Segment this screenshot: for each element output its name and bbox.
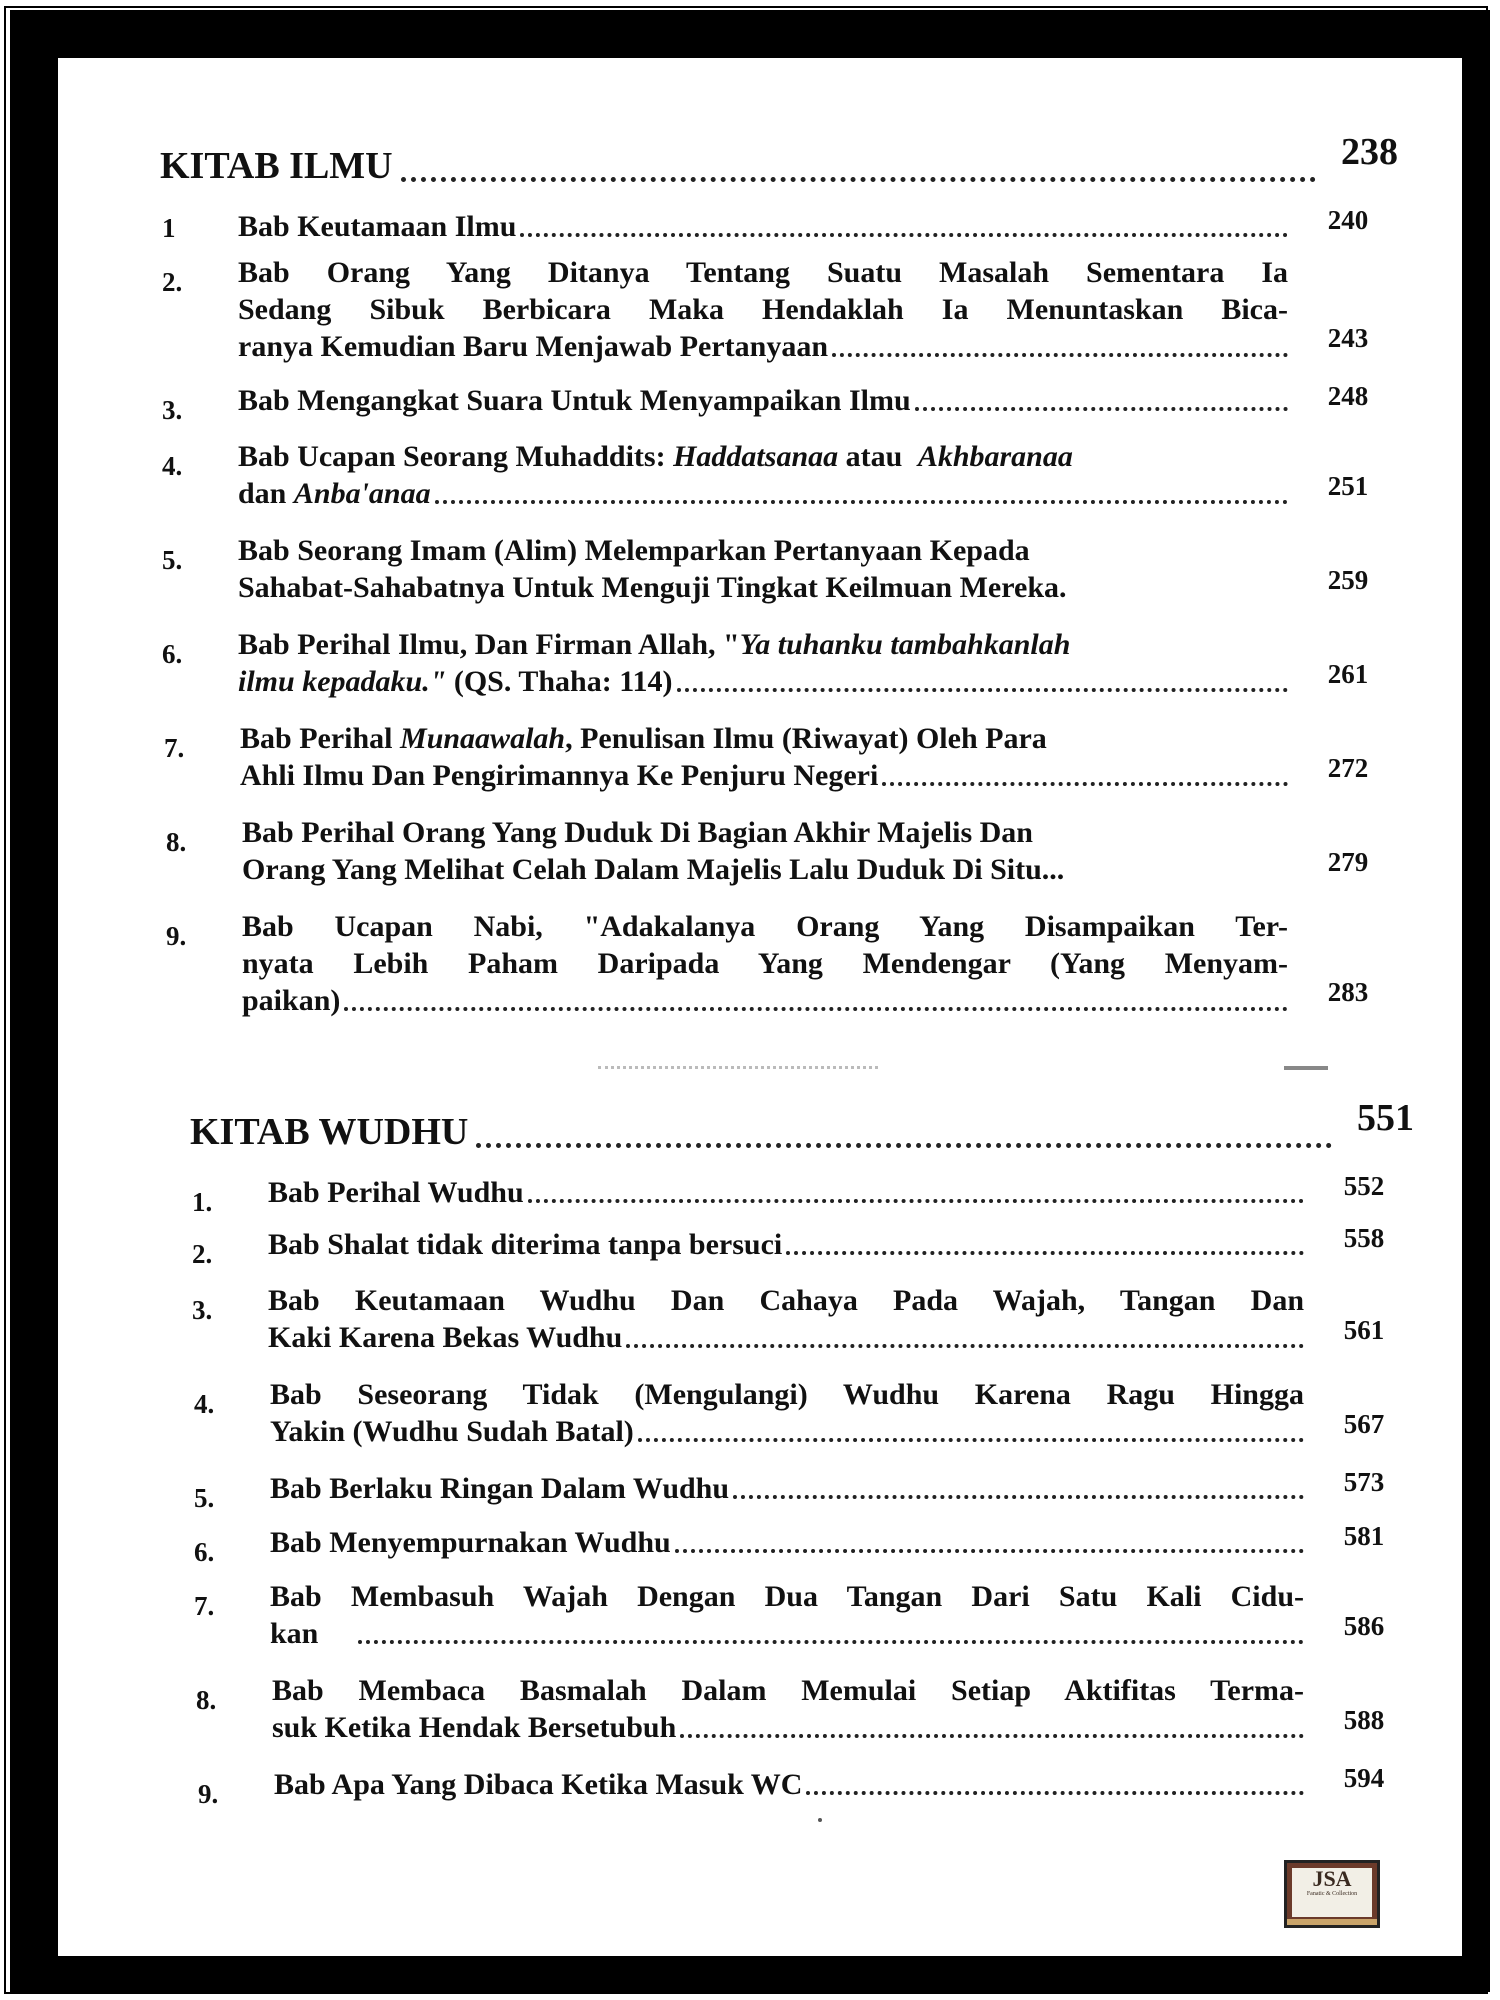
entry-number: 6. [162,639,183,669]
toc-entry[interactable] [166,814,1388,894]
entry-page-number: 586 [1343,1611,1385,1641]
print-speck [818,1818,822,1822]
section-heading [160,131,1398,194]
page-sheet [58,58,1462,1956]
dot-leader [733,1495,1304,1499]
entry-title-line: dan Anba'anaa [238,477,431,510]
entry-page-number: 279 [1327,847,1369,877]
entry-page-number: 272 [1327,753,1369,783]
entry-title-line: Bab Ucapan Seorang Muhaddits: Haddatsanaa atau Akhbaranaa [238,440,1073,473]
entry-title-line: kan [270,1617,319,1650]
entry-title-line: Bab Orang Yang Ditanya Tentang Suatu Masalah Sementara Ia [238,256,1288,289]
entry-title: Bab Berlaku Ringan Dalam Wudhu [270,1472,730,1505]
dot-leader [401,177,1316,182]
entry-title-line: suk Ketika Hendak Bersetubuh [272,1711,677,1744]
entry-number: 3. [192,1295,213,1325]
section-heading [190,1097,1414,1160]
toc-entry[interactable] [162,205,1388,248]
dot-leader [882,782,1288,786]
entry-title-line: Bab Membaca Basmalah Dalam Memulai Setiap Aktifitas Terma- [272,1674,1304,1707]
dot-leader [528,1199,1304,1203]
toc-entry[interactable] [162,382,1388,424]
entry-page-number: 558 [1343,1223,1385,1253]
dot-leader [915,407,1288,411]
toc-entry[interactable] [194,1521,1404,1567]
entry-title-line: Bab Perihal Orang Yang Duduk Di Bagian Akhir Majelis Dan [242,816,1033,849]
entry-title-line: Bab Perihal Ilmu, Dan Firman Allah, "Ya tuhanku tambahkanlah [238,628,1071,661]
entry-title-line: ranya Kemudian Baru Menjawab Pertanyaan [238,330,829,363]
section-page-number: 551 [1357,1097,1414,1139]
entry-number: 8. [196,1685,217,1715]
dot-leader [520,233,1288,237]
entry-number: 8. [166,827,187,857]
toc-entry[interactable] [162,532,1388,612]
entry-title-line: Ahli Ilmu Dan Pengirimannya Ke Penjuru Negeri [240,759,879,792]
entry-title-line: Bab Seorang Imam (Alim) Melemparkan Pertanyaan Kepada [238,534,1030,567]
entry-title-line: Kaki Karena Bekas Wudhu [268,1321,623,1354]
entry-title-line: Bab Membasuh Wajah Dengan Dua Tangan Dari Satu Kali Cidu- [270,1580,1304,1613]
logo-tagline: Fanatic & Collection [1306,1891,1358,1897]
toc-entry[interactable] [162,626,1388,706]
entry-page-number: 588 [1343,1705,1385,1735]
toc-entry[interactable] [194,1376,1404,1456]
dot-leader [806,1791,1304,1795]
entry-number: 9. [166,921,187,951]
toc-entry[interactable] [192,1223,1404,1269]
dot-leader [344,1007,1288,1011]
entry-page-number: 552 [1343,1171,1385,1201]
entry-title: Bab Shalat tidak diterima tanpa bersuci [268,1228,783,1261]
entry-number: 5. [194,1483,215,1513]
section-title: KITAB ILMU [160,145,393,187]
cropped-line-remnant [58,1060,1462,1078]
entry-number: 5. [162,545,183,575]
dot-leader [358,1640,1304,1644]
entry-title-line: Sahabat-Sahabatnya Untuk Menguji Tingkat Keilmuan Mereka. [238,571,1067,604]
entry-page-number: 561 [1343,1315,1385,1345]
entry-title-line: nyata Lebih Paham Daripada Yang Mendengar (Yang Menyam- [242,947,1288,980]
entry-number: 1 [162,213,176,243]
entry-page-number: 283 [1327,977,1369,1007]
entry-page-number: 573 [1343,1467,1385,1497]
section-title: KITAB WUDHU [190,1111,469,1153]
entry-page-number: 243 [1327,323,1369,353]
entry-number: 1. [192,1187,213,1217]
dot-leader [677,688,1288,692]
section-page-number: 238 [1341,131,1398,173]
entry-title-line: Bab Seseorang Tidak (Mengulangi) Wudhu Karena Ragu Hingga [270,1378,1304,1411]
jsa-logo [1284,1860,1380,1928]
logo-mark: JSA [1312,1866,1352,1891]
toc-entry[interactable] [162,438,1388,518]
toc-entry[interactable] [166,908,1388,1028]
entry-title-line: Yakin (Wudhu Sudah Batal) [270,1415,634,1448]
entry-page-number: 251 [1327,471,1369,501]
entry-title: Bab Menyempurnakan Wudhu [270,1526,671,1559]
entry-number: 2. [192,1239,213,1269]
dot-leader [680,1734,1304,1738]
entry-page-number: 261 [1327,659,1369,689]
entry-title-line: Orang Yang Melihat Celah Dalam Majelis Lalu Duduk Di Situ... [242,853,1065,886]
entry-number: 2. [162,267,183,297]
toc-entry[interactable] [194,1467,1404,1513]
faded-page-remnant [1284,1060,1328,1070]
entry-title: Bab Apa Yang Dibaca Ketika Masuk WC [274,1768,803,1801]
toc-entry[interactable] [194,1578,1404,1658]
entry-title: Bab Mengangkat Suara Untuk Menyampaikan Ilmu [238,384,911,417]
entry-title: Bab Keutamaan Ilmu [238,210,517,243]
toc-entry[interactable] [164,720,1388,800]
entry-number: 7. [194,1591,215,1621]
entry-title-line: ilmu kepadaku." (QS. Thaha: 114) [238,665,673,698]
entry-number: 9. [198,1779,219,1809]
entry-title-line: Bab Ucapan Nabi, "Adakalanya Orang Yang Disampaikan Ter- [242,910,1288,943]
entry-title-line: Bab Keutamaan Wudhu Dan Cahaya Pada Wajah, Tangan Dan [268,1284,1304,1317]
entry-title: Bab Perihal Wudhu [268,1176,524,1209]
dot-leader [832,353,1288,357]
dot-leader [675,1549,1304,1553]
toc-entry[interactable] [192,1171,1404,1217]
entry-page-number: 581 [1343,1521,1385,1551]
dot-leader [626,1344,1304,1348]
entry-page-number: 567 [1343,1409,1385,1439]
toc-entry[interactable] [196,1672,1404,1752]
entry-number: 3. [162,395,183,425]
toc-entry[interactable] [198,1763,1404,1809]
entry-title-line: Bab Perihal Munaawalah, Penulisan Ilmu (Riwayat) Oleh Para [240,722,1047,755]
entry-title-line: Sedang Sibuk Berbicara Maka Hendaklah Ia Menuntaskan Bica- [238,293,1288,326]
entry-page-number: 240 [1327,205,1369,235]
dot-leader [638,1438,1304,1442]
entry-page-number: 248 [1327,381,1369,411]
toc-entry[interactable] [162,254,1388,374]
dot-leader [435,500,1288,504]
entry-number: 4. [162,451,183,481]
entry-number: 7. [164,733,185,763]
entry-page-number: 594 [1343,1763,1385,1793]
toc-entry[interactable] [192,1282,1404,1362]
entry-title-line: paikan) [242,984,341,1017]
dot-leader [786,1251,1304,1255]
faded-text-remnant [598,1060,878,1069]
dot-leader [476,1143,1332,1148]
logo-base [1287,1919,1377,1925]
entry-number: 4. [194,1389,215,1419]
entry-number: 6. [194,1537,215,1567]
entry-page-number: 259 [1327,565,1369,595]
